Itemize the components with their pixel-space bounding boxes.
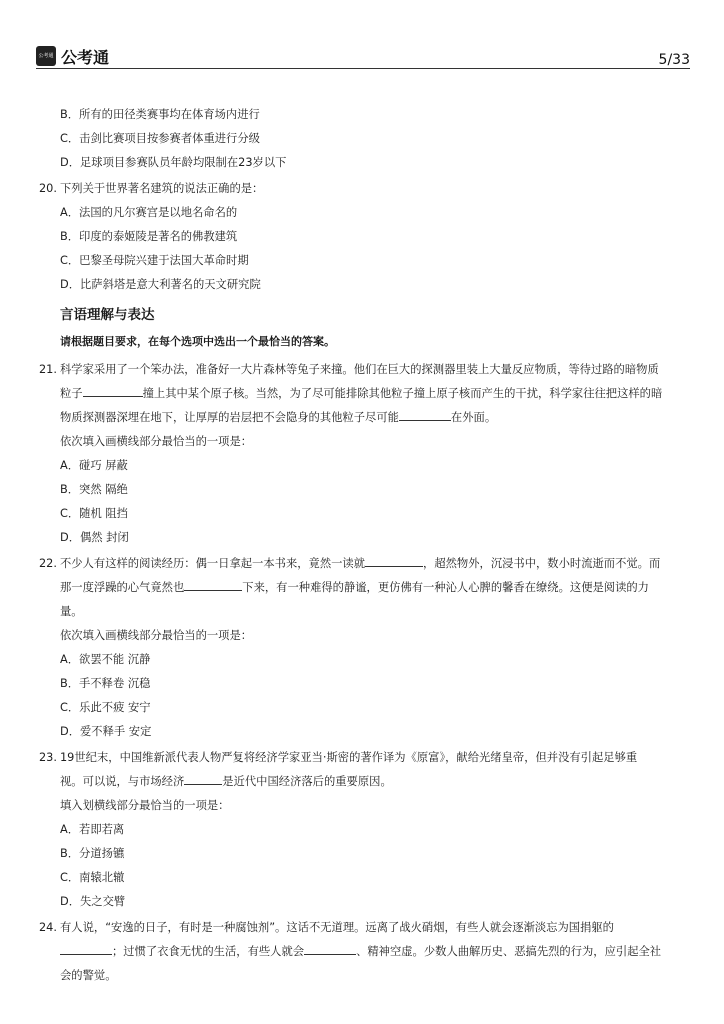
q21-option-b: B．突然 隔绝 <box>60 483 128 496</box>
q22-line-3: 量。 <box>60 605 83 618</box>
q23-line-2 <box>60 773 392 789</box>
q21-text-1: 科学家采用了一个笨办法，准备好一大片森林等兔子来撞。他们在巨大的探测器里装上大量反应物质，等待过路的暗物质 <box>60 363 659 376</box>
q21-text-2a: 粒子 <box>60 387 83 400</box>
q21-text-3b: 在外面。 <box>450 411 497 424</box>
q22-line-1 <box>39 555 660 571</box>
q23-prompt: 填入划横线部分最恰当的一项是： <box>60 799 230 812</box>
q21-option-a: A．碰巧 屏蔽 <box>60 459 128 472</box>
q20-option-b: B．印度的泰姬陵是著名的佛教建筑 <box>60 230 238 243</box>
section-instruction: 请根据题目要求，在每个选项中选出一个最恰当的答案。 <box>60 335 335 348</box>
q20-number: 20. <box>39 182 57 195</box>
q23-text-1: 19世纪末，中国维新派代表人物严复将经济学家亚当·斯密的著作译为《原富》，献给光绪皇帝，但并没有引起足够重 <box>60 751 638 764</box>
page-header <box>36 44 690 70</box>
q21-number: 21. <box>39 363 57 376</box>
q22-option-c: C．乐此不疲 安宁 <box>60 701 151 714</box>
q22-option-b: B．手不释卷 沉稳 <box>60 677 151 690</box>
q19-option-d: D．足球项目参赛队员年龄均限制在23岁以下 <box>60 156 287 169</box>
q24-text-2a: ；过惯了衣食无忧的生活，有些人就会 <box>112 945 305 958</box>
q19-option-c: C．击剑比赛项目按参赛者体重进行分级 <box>60 132 260 145</box>
q21-option-c: C．随机 阻挡 <box>60 507 128 520</box>
q21-line-2 <box>60 385 662 401</box>
section-title: 言语理解与表达 <box>60 307 155 323</box>
q22-option-d: D．爱不释手 安定 <box>60 725 152 738</box>
q24-line-3: 会的警觉。 <box>60 969 117 982</box>
q22-text-1b: ，超然物外，沉浸书中，数小时流逝而不觉。而 <box>423 557 661 570</box>
q22-option-a: A．欲罢不能 沉静 <box>60 653 151 666</box>
q19-option-b: B．所有的田径类赛事均在体育场内进行 <box>60 108 260 121</box>
q24-line-1 <box>39 919 614 935</box>
q23-text-2a: 视。可以说，与市场经济 <box>60 775 185 788</box>
q22-text-1a: 不少人有这样的阅读经历：偶一日拿起一本书来，竟然一读就 <box>60 557 366 570</box>
q21-prompt: 依次填入画横线部分最恰当的一项是： <box>60 435 253 448</box>
q22-line-2 <box>60 579 649 595</box>
q23-option-c: C．南辕北辙 <box>60 871 125 884</box>
q23-option-a: A．若即若离 <box>60 823 125 836</box>
q22-number: 22. <box>39 557 57 570</box>
q20-text: 下列关于世界著名建筑的说法正确的是： <box>60 182 264 195</box>
q21-text-3a: 物质探测器深埋在地下，让厚厚的岩层把不会隐身的其他粒子尽可能 <box>60 411 399 424</box>
q20-option-c: C．巴黎圣母院兴建于法国大革命时期 <box>60 254 249 267</box>
header-divider <box>36 68 690 69</box>
q21-option-d: D．偶然 封闭 <box>60 531 129 544</box>
fill-blank <box>60 943 112 955</box>
q20-option-a: A．法国的凡尔赛宫是以地名命名的 <box>60 206 238 219</box>
fill-blank <box>184 579 242 591</box>
q23-number: 23. <box>39 751 57 764</box>
q22-text-2a: 那一度浮躁的心气竟然也 <box>60 581 185 594</box>
fill-blank <box>83 385 143 397</box>
fill-blank <box>365 555 423 567</box>
q20-stem <box>39 180 263 196</box>
q24-text-1: 有人说，“安逸的日子，有时是一种腐蚀剂”。这话不无道理。远离了战火硝烟，有些人就会逐渐淡忘为国捐躯的 <box>60 921 614 934</box>
logo-icon: 公考通 <box>36 46 56 66</box>
q23-text-2b: 是近代中国经济落后的重要原因。 <box>222 775 392 788</box>
fill-blank <box>399 409 451 421</box>
q20-option-d: D．比萨斜塔是意大利著名的天文研究院 <box>60 278 261 291</box>
q24-text-2b: 、精神空虚。少数人曲解历史、恶搞先烈的行为，应引起全社 <box>356 945 662 958</box>
logo-text: 公考通 <box>61 48 110 67</box>
q21-text-2b: 撞上其中某个原子核。当然，为了尽可能排除其他粒子撞上原子核而产生的干扰，科学家往往把这样的暗 <box>142 387 663 400</box>
q22-text-2b: 下来，有一种难得的静谧，更仿佛有一种沁人心脾的馨香在缭绕。这便是阅读的力 <box>242 581 649 594</box>
q24-number: 24. <box>39 921 57 934</box>
q22-prompt: 依次填入画横线部分最恰当的一项是： <box>60 629 253 642</box>
q23-option-d: D．失之交臂 <box>60 895 126 908</box>
fill-blank <box>304 943 356 955</box>
q21-line-3 <box>60 409 496 425</box>
fill-blank <box>184 773 222 785</box>
q24-line-2 <box>60 943 661 959</box>
q23-line-1 <box>39 749 637 765</box>
page-number: 5/33 <box>658 52 690 68</box>
q23-option-b: B．分道扬镳 <box>60 847 125 860</box>
q21-line-1 <box>39 361 659 377</box>
